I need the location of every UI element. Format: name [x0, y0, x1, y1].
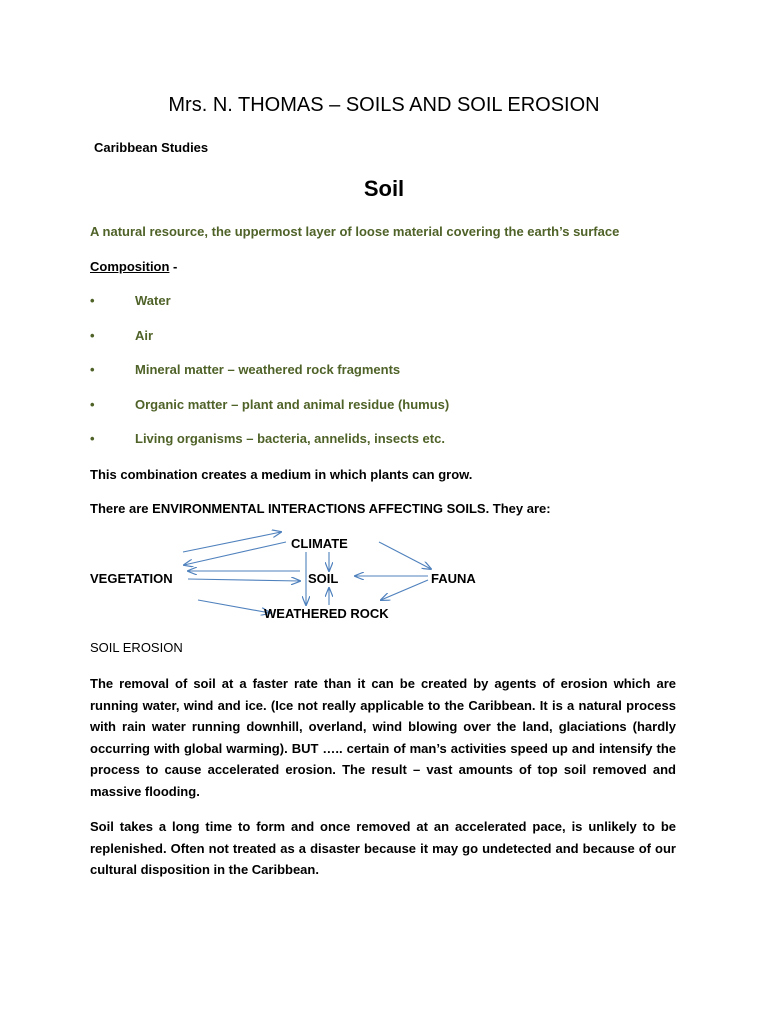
diagram-label-weathered-rock: WEATHERED ROCK: [264, 606, 389, 621]
bullet-icon: •: [90, 328, 95, 343]
list-item-text: Mineral matter – weathered rock fragments: [135, 362, 401, 377]
list-item-text: Water: [135, 293, 171, 308]
erosion-paragraph: The removal of soil at a faster rate than it can be created by agents of erosion which are running water, wind and ice. (Ice not really applicable to the Caribbean. It is a natural process with rain water running downhill, overland, wind blowing over the land, glaciations (hardly occurring with global warming). BUT ….. certain of man’s activities speed up and intensify the process to cause accelerated erosion. The result – vast amounts of top soil removed and massive flooding.: [90, 676, 676, 799]
subject-label: Caribbean Studies: [94, 140, 209, 155]
replenish-paragraph: Soil takes a long time to form and once removed at an accelerated pace, is unlikely to be replenished. Often not treated as a disaster because it may go undetected and because of our cultural disposition in the Caribbean.: [90, 819, 676, 878]
composition-label: Composition: [90, 259, 170, 274]
bullet-icon: •: [90, 293, 95, 308]
diagram-label-vegetation: VEGETATION: [90, 571, 173, 586]
bullet-icon: •: [90, 431, 95, 446]
diagram-label-fauna: FAUNA: [431, 571, 476, 586]
arrow-vegetation-to-soil: [188, 579, 300, 581]
combination-text: This combination creates a medium in which plants can grow.: [90, 467, 473, 482]
arrow-fauna-to-weathered-rock: [381, 580, 428, 600]
arrow-climate-to-vegetation: [184, 542, 286, 565]
diagram-label-soil: SOIL: [308, 571, 339, 586]
interactions-text: There are ENVIRONMENTAL INTERACTIONS AFFECTING SOILS. They are:: [90, 501, 551, 516]
composition-suffix: -: [169, 259, 178, 274]
arrow-vegetation-to-climate: [183, 532, 281, 552]
bullet-icon: •: [90, 362, 95, 377]
arrow-climate-to-fauna: [379, 542, 431, 569]
list-item-text: Living organisms – bacteria, annelids, insects etc.: [135, 431, 445, 446]
section-heading-soil: Soil: [363, 176, 405, 201]
diagram-label-climate: CLIMATE: [291, 536, 348, 551]
list-item-text: Organic matter – plant and animal residue (humus): [135, 397, 450, 412]
page-title: Mrs. N. THOMAS – SOILS AND SOIL EROSION: [168, 94, 600, 116]
soil-definition: A natural resource, the uppermost layer of loose material covering the earth’s surface: [90, 224, 620, 239]
list-item-text: Air: [135, 328, 154, 343]
erosion-heading: SOIL EROSION: [90, 640, 183, 655]
arrow-vegetation-to-weathered-rock: [198, 600, 270, 613]
bullet-icon: •: [90, 397, 95, 412]
